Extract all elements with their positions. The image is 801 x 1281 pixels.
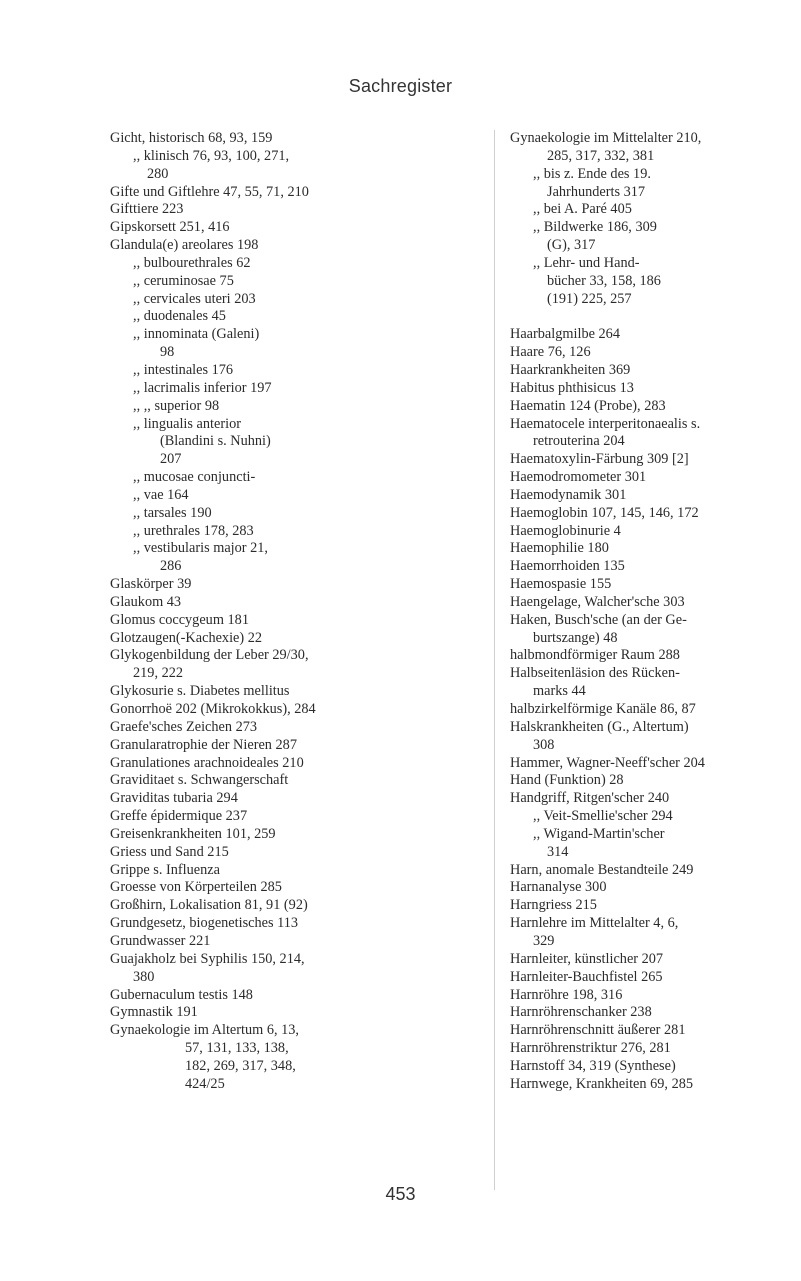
index-entry-line: Halskrankheiten (G., Altertum) (510, 718, 689, 735)
index-entry-line: Harnröhrenschanker 238 (510, 1004, 652, 1021)
index-entry-line: Glykosurie s. Diabetes mellitus (110, 683, 290, 700)
index-entry-line: Glotzaugen(-Kachexie) 22 (110, 629, 263, 646)
index-entry-line: marks 44 (533, 683, 586, 700)
index-entry-line: Griess und Sand 215 (110, 843, 229, 860)
index-entry-line: Gynaekologie im Mittelalter 210, (510, 130, 702, 146)
index-entry-line: Harnröhre 198, 316 (510, 986, 623, 1003)
index-entry-line: Greisenkrankheiten 101, 259 (110, 825, 276, 842)
column-divider (494, 130, 495, 1190)
index-entry-line: Haemophilie 180 (510, 540, 609, 557)
index-entry-line: ,, Lehr- und Hand- (533, 254, 640, 271)
index-entry-line: ,, cervicales uteri 203 (133, 290, 256, 307)
index-entry-line: Glandula(e) areolares 198 (110, 237, 259, 254)
index-entry-line: burtszange) 48 (533, 629, 618, 646)
index-entry-line: ,, duodenales 45 (133, 308, 226, 325)
index-entry-line: retrouterina 204 (533, 433, 625, 450)
index-entry-line: Glaskörper 39 (110, 576, 192, 593)
index-entry-line: Haemoglobin 107, 145, 146, 172 (510, 504, 699, 521)
index-entry-line: (Blandini s. Nuhni) (160, 433, 271, 450)
index-entry-line: Haarbalgmilbe 264 (510, 326, 620, 343)
index-entry-line: 286 (160, 558, 182, 575)
index-entry-line: ,, mucosae conjuncti- (133, 469, 256, 486)
index-entry-line: ,, lingualis anterior (133, 415, 241, 432)
index-entry-line: Granulationes arachnoideales 210 (110, 754, 304, 771)
index-entry-line: Gicht, historisch 68, 93, 159 (110, 130, 273, 146)
index-column-left (110, 130, 480, 1094)
index-entry-line: ,, vestibularis major 21, (133, 540, 269, 557)
index-entry-line: ,, innominata (Galeni) (133, 326, 260, 343)
page-header: Sachregister (348, 76, 453, 96)
index-entry-line: (191) 225, 257 (547, 290, 632, 307)
index-entry-line: Haematoxylin-Färbung 309 [2] (510, 451, 689, 468)
index-entry-line: Grundwasser 221 (110, 932, 211, 949)
page-number: 453 (385, 1184, 416, 1204)
index-entry-line: Graviditaet s. Schwangerschaft (110, 772, 289, 789)
index-entry-line: 308 (533, 736, 555, 753)
index-entry-line: Haare 76, 126 (510, 344, 591, 361)
index-entry-line: Greffe épidermique 237 (110, 808, 248, 825)
index-entry-line: Grippe s. Influenza (110, 861, 220, 878)
index-entry-line: Harnwege, Krankheiten 69, 285 (510, 1075, 694, 1092)
index-entry-line: halbzirkelförmige Kanäle 86, 87 (510, 701, 696, 717)
index-entry-line: Glomus coccygeum 181 (110, 611, 249, 628)
index-entry-line: Harngriess 215 (510, 897, 597, 914)
index-entry-line: Harnstoff 34, 319 (Synthese) (510, 1057, 676, 1074)
index-entry-line: 329 (533, 932, 555, 949)
index-entry-line: Glykogenbildung der Leber 29/30, (110, 647, 309, 664)
index-entry-line: Großhirn, Lokalisation 81, 91 (92) (110, 897, 308, 914)
index-entry-line: 380 (133, 968, 155, 985)
index-entry-line: halbmondförmiger Raum 288 (510, 647, 680, 664)
index-entry-line: Haemorrhoiden 135 (510, 558, 625, 575)
index-entry-line: Guajakholz bei Syphilis 150, 214, (110, 950, 305, 967)
index-entry-line: Harnleiter-Bauchfistel 265 (510, 968, 663, 985)
index-entry-line: ,, ,, superior 98 (133, 397, 220, 414)
index-entry-line: ,, bis z. Ende des 19. (533, 165, 651, 182)
index-entry-line: Hammer, Wagner-Neeff'scher 204 (510, 754, 705, 771)
index-entry-line: 424/25 (185, 1075, 225, 1092)
index-entry-line: Harnlehre im Mittelalter 4, 6, (510, 915, 679, 932)
index-entry-line: Haemodynamik 301 (510, 486, 627, 503)
index-entry-line: Gipskorsett 251, 416 (110, 219, 230, 236)
index-entry-line: ,, Wigand-Martin'scher (533, 825, 665, 842)
index-entry-line: Harnleiter, künstlicher 207 (510, 950, 664, 967)
index-entry-line: 285, 317, 332, 381 (547, 147, 655, 164)
index-entry-line: ,, Bildwerke 186, 309 (533, 219, 657, 236)
index-entry-line: ,, Veit-Smellie'scher 294 (533, 808, 673, 825)
index-entry-line: Haengelage, Walcher'sche 303 (510, 593, 685, 610)
index-entry-line: 57, 131, 133, 138, (185, 1040, 289, 1057)
index-entry-line: Haarkrankheiten 369 (510, 361, 631, 378)
index-entry-line: 182, 269, 317, 348, (185, 1057, 296, 1074)
index-entry-line: 98 (160, 344, 175, 361)
index-entry-line: Gubernaculum testis 148 (110, 986, 253, 1003)
index-entry-line: Granularatrophie der Nieren 287 (110, 736, 297, 753)
index-entry-line: Harnröhrenstriktur 276, 281 (510, 1040, 671, 1057)
index-entry-line: Groesse von Körperteilen 285 (110, 879, 282, 896)
index-entry-line: Haemoglobinurie 4 (510, 522, 621, 539)
index-entry-line: Graefe'sches Zeichen 273 (110, 718, 258, 735)
index-entry-line: ,, vae 164 (133, 486, 189, 503)
index-entry-line: Haemospasie 155 (510, 576, 612, 593)
index-entry-line: ,, ceruminosae 75 (133, 272, 234, 289)
index-entry-line: Glaukom 43 (110, 593, 182, 610)
index-entry-line: ,, urethrales 178, 283 (133, 522, 254, 539)
index-entry-line: Gonorrhoë 202 (Mikrokokkus), 284 (110, 701, 316, 717)
index-entry-line: ,, bulbourethrales 62 (133, 254, 251, 271)
index-entry-line: Haematocele interperitonaealis s. (510, 415, 701, 432)
index-entry-line: Harn, anomale Bestandteile 249 (510, 861, 694, 878)
index-entry-line: 314 (547, 843, 569, 860)
index-entry-line: Harnröhrenschnitt äußerer 281 (510, 1022, 686, 1039)
index-entry-line: Harnanalyse 300 (510, 879, 607, 896)
index-entry-line: Habitus phthisicus 13 (510, 379, 634, 396)
index-entry-line: bücher 33, 158, 186 (547, 272, 661, 289)
index-entry-line (510, 308, 715, 326)
index-entry-line: 207 (160, 451, 182, 468)
index-entry-line: Handgriff, Ritgen'scher 240 (510, 790, 670, 807)
index-entry-line: ,, bei A. Paré 405 (533, 201, 632, 218)
index-entry-line: Gynaekologie im Altertum 6, 13, (110, 1022, 300, 1039)
index-entry-line: Hand (Funktion) 28 (510, 772, 624, 789)
index-entry-line: ,, intestinales 176 (133, 361, 234, 378)
index-entry-line: ,, lacrimalis inferior 197 (133, 379, 272, 396)
index-entry-line: Jahrhunderts 317 (547, 183, 646, 200)
index-entry-line: Grundgesetz, biogenetisches 113 (110, 915, 299, 932)
index-column-right (510, 130, 715, 1094)
index-entry-line: ,, tarsales 190 (133, 504, 212, 521)
index-entry-line: Gifttiere 223 (110, 201, 184, 218)
index-entry-line: Haemodromometer 301 (510, 469, 647, 486)
index-entry-line: (G), 317 (547, 237, 596, 254)
index-entry-line: Gymnastik 191 (110, 1004, 198, 1021)
index-entry-line: Gifte und Giftlehre 47, 55, 71, 210 (110, 183, 309, 200)
index-entry-line: ,, klinisch 76, 93, 100, 271, (133, 147, 290, 164)
index-entry-line: 280 (147, 165, 169, 182)
index-entry-line: 219, 222 (133, 665, 184, 682)
index-entry-line: Graviditas tubaria 294 (110, 790, 238, 807)
index-entry-line: Haematin 124 (Probe), 283 (510, 397, 666, 414)
index-entry-line: Haken, Busch'sche (an der Ge- (510, 611, 687, 628)
index-entry-line: Halbseitenläsion des Rücken- (510, 665, 680, 682)
